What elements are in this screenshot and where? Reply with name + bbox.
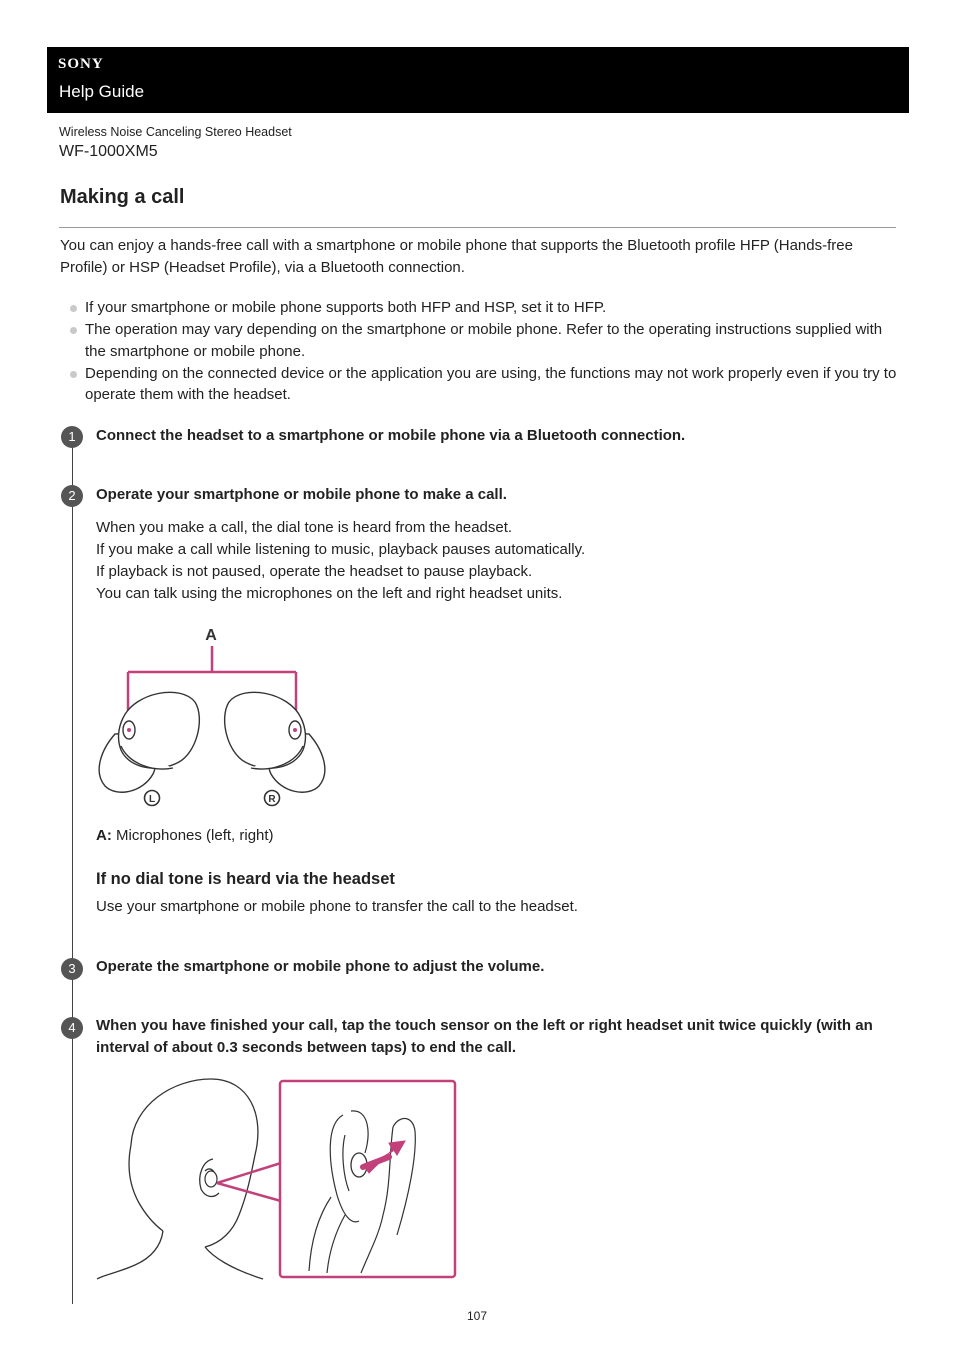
right-earbud [225, 692, 325, 792]
step-2-line: When you make a call, the dial tone is heard from the headset. [96, 519, 513, 536]
sony-logo: SONY [58, 56, 104, 72]
dial-tone-subheading: If no dial tone is heard via the headset [96, 870, 395, 888]
bullet-icon [70, 371, 77, 378]
step-2-body [96, 517, 585, 605]
left-earbud [99, 692, 199, 792]
note-item [70, 297, 900, 319]
note-text: If your smartphone or mobile phone supports both HFP and HSP, set it to HFP. [85, 299, 607, 316]
right-mark-label: R [268, 794, 276, 805]
left-mark-label: L [148, 794, 156, 805]
earbud-icon [205, 1171, 217, 1187]
page-title: Making a call [60, 186, 185, 208]
product-name: Wireless Noise Canceling Stereo Headset [59, 125, 292, 139]
step-4-number: 4 [61, 1017, 83, 1039]
caption-label: A: [96, 827, 112, 844]
figure-caption [96, 827, 274, 844]
bullet-icon [70, 327, 77, 334]
step-2-number: 2 [61, 485, 83, 507]
step-2-line: If you make a call while listening to music, playback pauses automatically. [96, 541, 586, 558]
note-text: Depending on the connected device or the application you are using, the functions may not work properly even if you try to operate them with the headset. [85, 364, 897, 403]
step-4-title: When you have finished your call, tap the touch sensor on the left or right headset unit twice quickly (with an interval of about 0.3 seconds between taps) to end the call. [96, 1017, 873, 1056]
page-number: 107 [466, 1309, 488, 1323]
note-item [70, 363, 900, 406]
zoom-detail-box [280, 1081, 455, 1277]
intro-paragraph: You can enjoy a hands-free call with a smartphone or mobile phone that supports the Bluetooth profile HFP (Hands-free Profile) or HSP (Headset Profile), via a Bluetooth connection. [60, 237, 853, 276]
note-text: The operation may vary depending on the smartphone or mobile phone. Refer to the operating instructions supplied with the smartphone or mobile phone. [85, 321, 883, 360]
step-1-number: 1 [61, 426, 83, 448]
title-divider [59, 227, 896, 228]
notes-list [70, 297, 900, 406]
product-model: WF-1000XM5 [59, 143, 158, 160]
left-mic-dot [127, 728, 131, 732]
help-guide-title: Help Guide [59, 82, 145, 101]
note-item [70, 319, 900, 362]
step-3-title: Operate the smartphone or mobile phone to adjust the volume. [96, 958, 545, 975]
head-outline [97, 1079, 263, 1279]
right-mic-dot [293, 728, 297, 732]
steps-timeline [72, 438, 73, 1304]
end-call-tap-illustration [93, 1075, 459, 1281]
step-2-line: You can talk using the microphones on the left and right headset units. [96, 585, 563, 602]
callout-label-a: A [205, 627, 217, 644]
step-3-number: 3 [61, 958, 83, 980]
step-1-title: Connect the headset to a smartphone or mobile phone via a Bluetooth connection. [96, 427, 686, 444]
header-bar [47, 47, 909, 113]
step-2-title: Operate your smartphone or mobile phone to make a call. [96, 486, 507, 503]
step-2-line: If playback is not paused, operate the headset to pause playback. [96, 563, 533, 580]
caption-text: Microphones (left, right) [111, 827, 274, 844]
earbuds-microphone-illustration [93, 622, 333, 812]
bullet-icon [70, 305, 77, 312]
dial-tone-text: Use your smartphone or mobile phone to transfer the call to the headset. [96, 898, 578, 915]
